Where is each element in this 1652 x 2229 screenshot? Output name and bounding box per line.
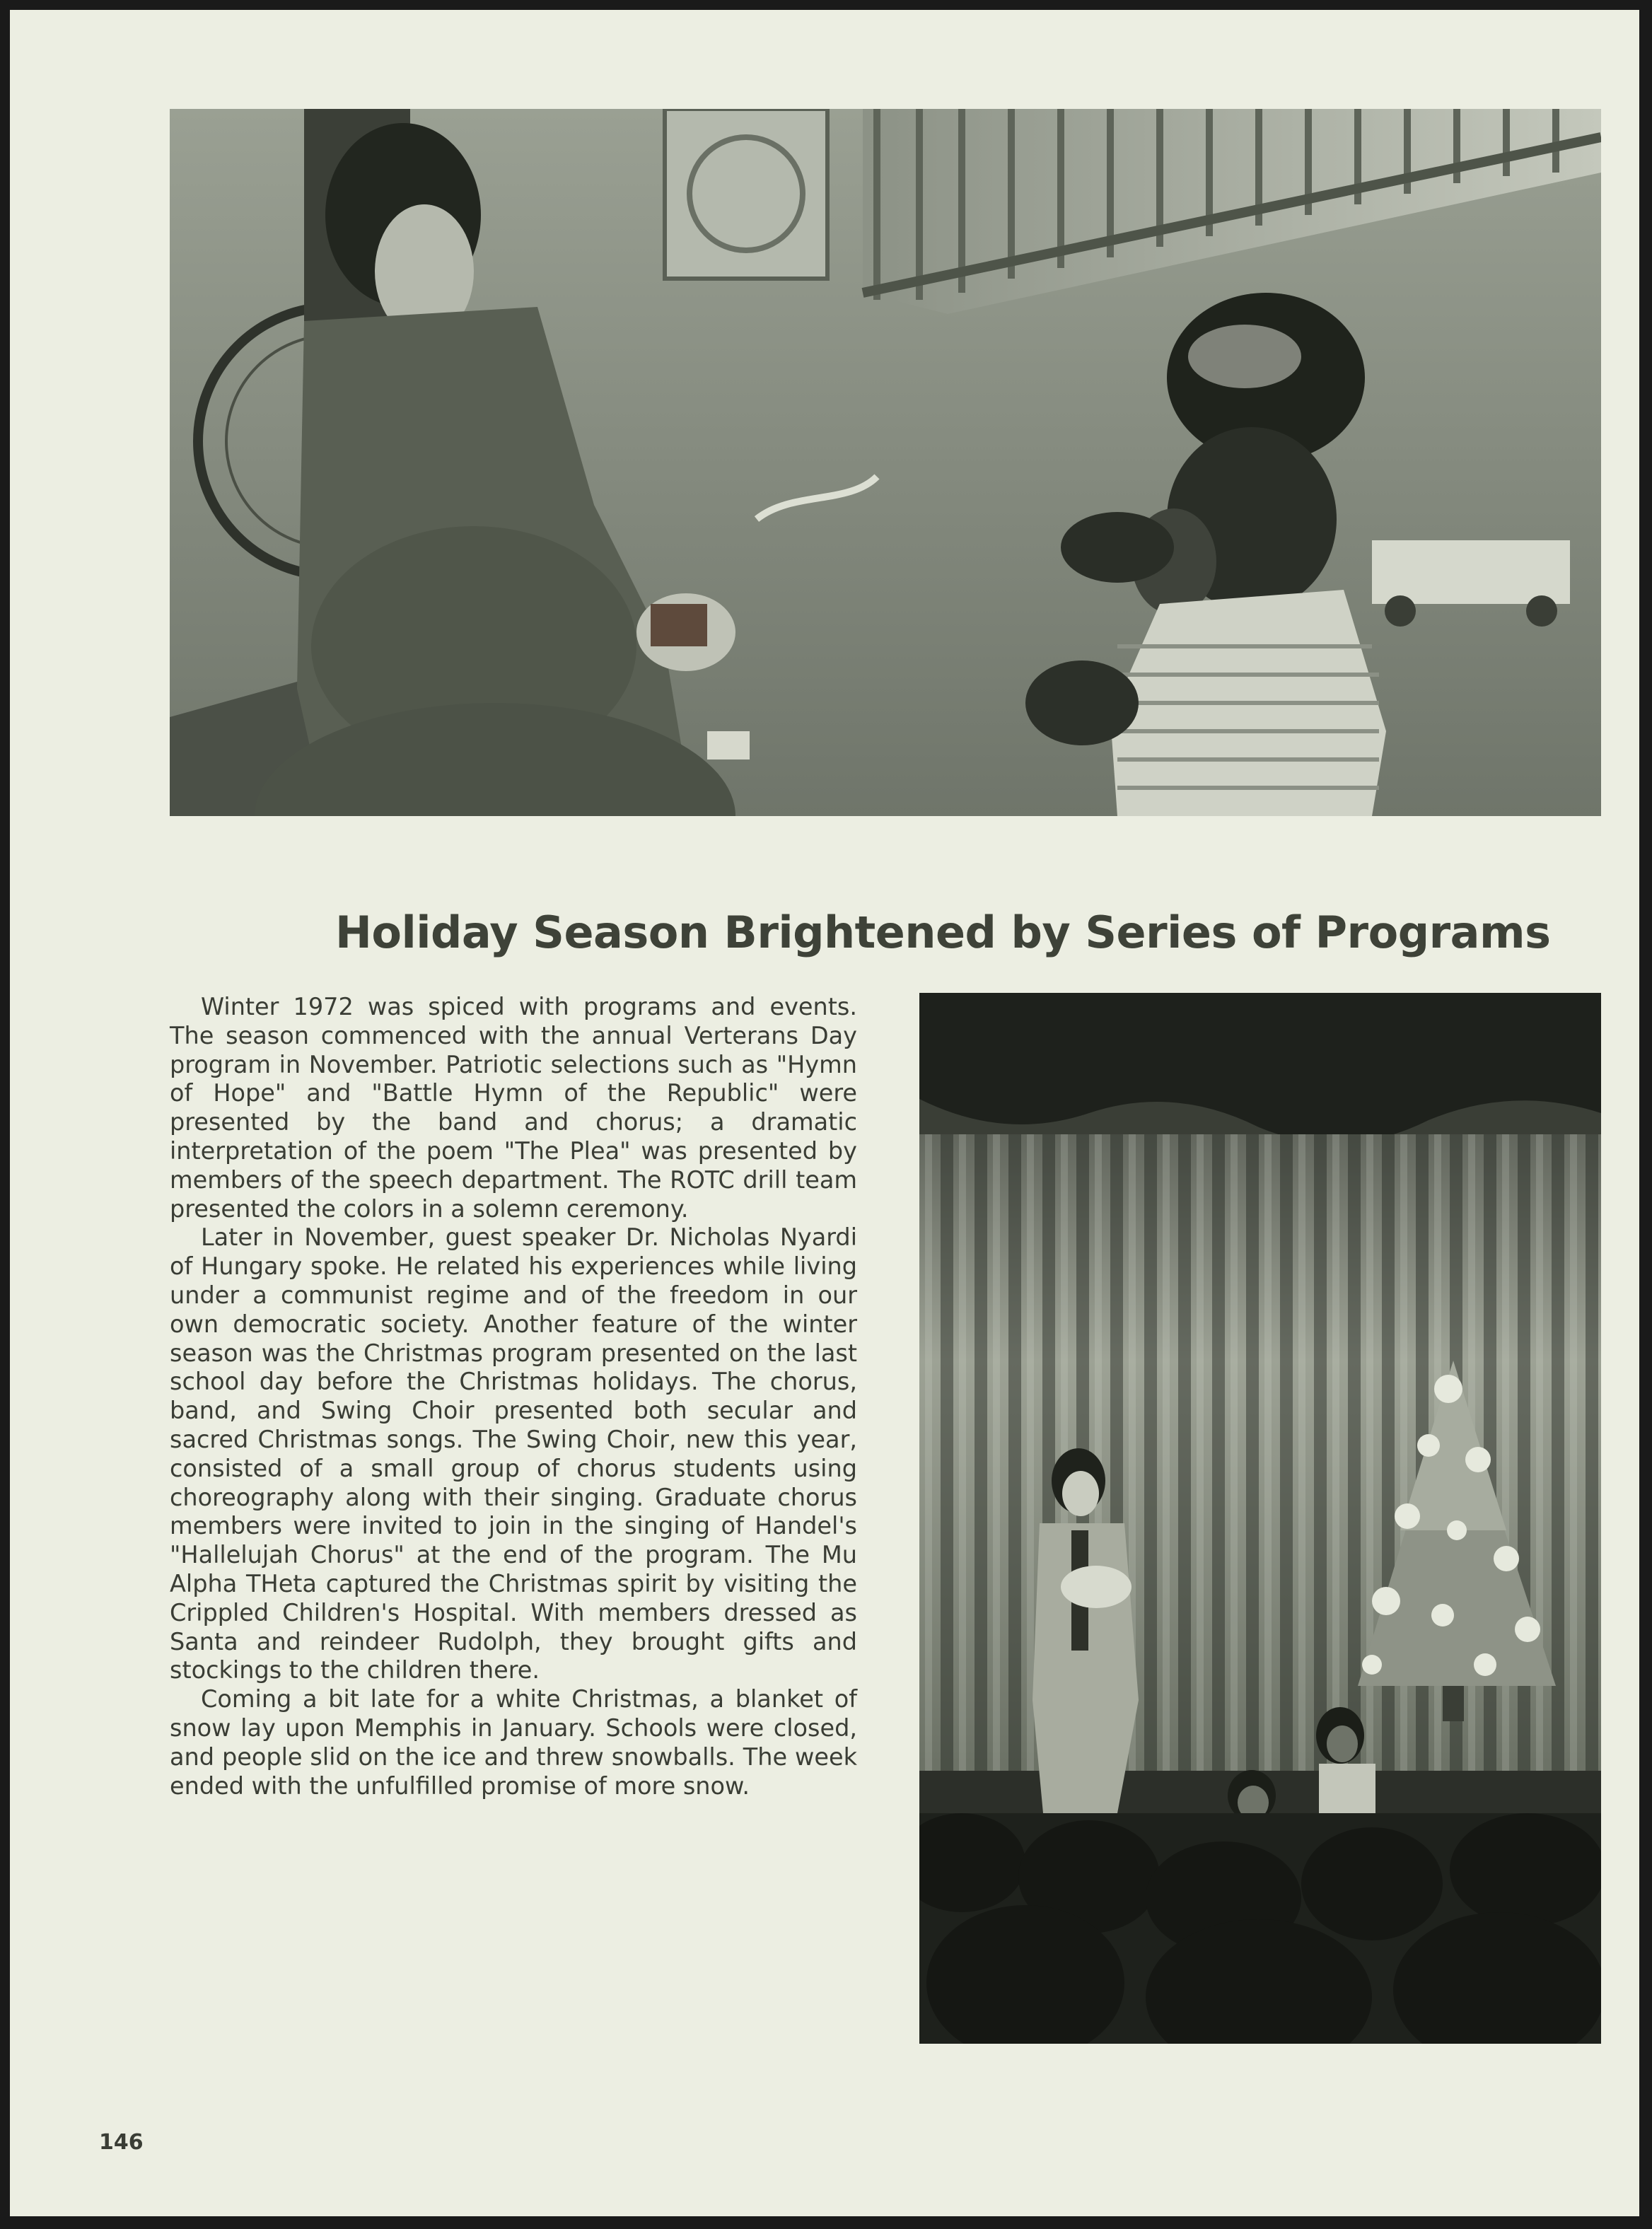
page-number: 146 — [99, 2130, 144, 2155]
photo-children-playing — [170, 109, 1601, 816]
photo-children-playing-image — [170, 109, 1601, 816]
article-body — [170, 993, 857, 1800]
photo-christmas-stage-image — [919, 993, 1601, 2044]
paragraph-1: Winter 1972 was spiced with programs and events. The season commenced with the annual Verterans Day program in November. Patriotic selections such as "Hymn of Hope" and "Battle Hymn of the Republic" were presented by the band and chorus; a dramatic interpretation of the poem "The Plea" was presented by members of the speech department. The ROTC drill team presented the colors in a solemn ceremony. — [170, 993, 857, 1223]
headline: Holiday Season Brightened by Series of Programs — [335, 907, 1551, 958]
paragraph-2: Later in November, guest speaker Dr. Nicholas Nyardi of Hungary spoke. He related his experiences while living under a communist regime and of the freedom in our own democratic society. Another feature of the winter season was the Christmas program presented on the last school day before the Christmas holidays. The chorus, band, and Swing Choir presented both secular and sacred Christmas songs. The Swing Choir, new this year, consisted of a small group of chorus students using choreography along with their singing. Graduate chorus members were invited to join in the singing of Handel's "Hallelujah Chorus" at the end of the program. The Mu Alpha THeta captured the Christmas spirit by visiting the Crippled Children's Hospital. With members dressed as Santa and reindeer Rudolph, they brought gifts and stockings to the children there. — [170, 1223, 857, 1684]
yearbook-page — [10, 10, 1639, 2216]
photo-christmas-stage — [919, 993, 1601, 2044]
paragraph-3: Coming a bit late for a white Christmas, a blanket of snow lay upon Memphis in January. Schools were closed, and people slid on the ice and threw snowballs. The week ended with the unfulfilled promise of more snow. — [170, 1685, 857, 1800]
